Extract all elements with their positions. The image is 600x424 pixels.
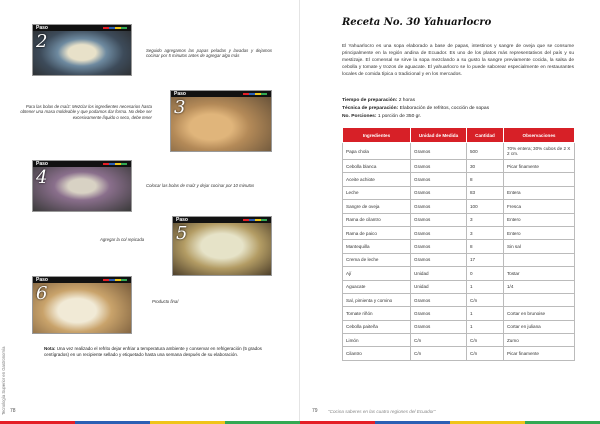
step-badge: Paso xyxy=(173,217,271,223)
ingredient-cell: Crema de leche xyxy=(343,253,411,266)
step-3-caption: Para las bolas de maíz: Mezclar los ingredientes necesarios hasta obtener una masa moldeable y que podamos dar forma. No debe ser excesivamente líquido o seco, debe tener xyxy=(20,104,152,120)
unit-cell: Gramos xyxy=(411,240,467,253)
observation-cell xyxy=(504,293,575,306)
observation-cell: Entero xyxy=(504,226,575,239)
observation-cell xyxy=(504,173,575,186)
observation-cell: Entera xyxy=(504,186,575,199)
table-row xyxy=(343,307,575,320)
observation-cell: Tostar xyxy=(504,267,575,280)
quantity-cell: 500 xyxy=(467,143,504,160)
quantity-cell: 83 xyxy=(467,186,504,199)
step-6-caption: Producto final xyxy=(152,299,179,304)
ingredient-cell: Tomate riñón xyxy=(343,307,411,320)
ingredient-cell: Aguacate xyxy=(343,280,411,293)
quantity-cell: 1 xyxy=(467,320,504,333)
recipe-description: El Yahuarlocro es una sopa elaborado a base de papas, intestinos y sangre de oveja que se consume principalmente en la región andina de Ecuador. Es uno de los platos más representativos del país y su mestizaje. El comensal se sirve la sopa mezclando a su gusto la sangre previamente cocida, la salsa de cebolla y tomate y trozos de aguacate. El yahuarlocro se lo puede saborear especialmente en restaurantes locales de comida típica o tradicional y en los mercados. xyxy=(342,44,574,77)
table-row xyxy=(343,267,575,280)
quantity-cell: C/n xyxy=(467,334,504,347)
ingredient-cell: Papa chola xyxy=(343,143,411,160)
observation-cell xyxy=(504,253,575,266)
table-row xyxy=(343,280,575,293)
table-row xyxy=(343,143,575,160)
prep-time: Tiempo de preparación: 2 horas xyxy=(342,98,416,103)
ingredient-cell: Aceite achiote xyxy=(343,173,411,186)
step-number: 5 xyxy=(176,223,188,244)
quantity-cell: 3 xyxy=(467,213,504,226)
observation-cell: Entero xyxy=(504,213,575,226)
unit-cell: Gramos xyxy=(411,293,467,306)
observation-cell: Fresca xyxy=(504,200,575,213)
table-row xyxy=(343,320,575,333)
column-header: Ingredientes xyxy=(343,128,411,143)
quantity-cell: 1 xyxy=(467,280,504,293)
right-page xyxy=(300,0,600,424)
table-row xyxy=(343,226,575,239)
table-row xyxy=(343,200,575,213)
observation-cell: 70% entera; 30% cubos de 2 X 2 cm. xyxy=(504,143,575,160)
storage-note xyxy=(44,346,276,357)
unit-cell: Gramos xyxy=(411,320,467,333)
unit-cell: Gramos xyxy=(411,253,467,266)
quantity-cell: 30 xyxy=(467,160,504,173)
ingredient-cell: Rama de cilantro xyxy=(343,213,411,226)
table-header-row xyxy=(343,128,575,143)
step-number: 4 xyxy=(36,167,48,188)
quantity-cell: C/n xyxy=(467,347,504,360)
column-header: Cantidad xyxy=(467,128,504,143)
unit-cell: Unidad xyxy=(411,280,467,293)
portions: No. Porciones: 1 porción de 350 gr. xyxy=(342,114,422,119)
unit-cell: Gramos xyxy=(411,200,467,213)
unit-cell: Gramos xyxy=(411,143,467,160)
quantity-cell: 100 xyxy=(467,200,504,213)
page-number-right: 79 xyxy=(312,408,318,414)
unit-cell: C/n xyxy=(411,334,467,347)
ingredient-cell: Cilantro xyxy=(343,347,411,360)
table-row xyxy=(343,160,575,173)
ingredient-cell: Rama de paico xyxy=(343,226,411,239)
table-row xyxy=(343,253,575,266)
ingredient-cell: Sal, pimienta y comino xyxy=(343,293,411,306)
observation-cell: Cortar en brunoise xyxy=(504,307,575,320)
book-footer-title: "Cocina saberes en las cuatro regiones del Ecuador" xyxy=(328,409,436,414)
quantity-cell: 3 xyxy=(467,226,504,239)
ingredient-cell: Ají xyxy=(343,267,411,280)
ingredient-cell: Leche xyxy=(343,186,411,199)
quantity-cell: 0 xyxy=(467,267,504,280)
step-badge: Paso xyxy=(33,161,131,167)
step-5-photo xyxy=(172,216,272,276)
step-2-photo xyxy=(32,24,132,76)
table-row xyxy=(343,334,575,347)
ingredient-cell: Limón xyxy=(343,334,411,347)
step-badge: Paso xyxy=(171,91,271,97)
quantity-cell: C/n xyxy=(467,293,504,306)
observation-cell: Picar finamente xyxy=(504,347,575,360)
table-row xyxy=(343,173,575,186)
column-header: Observaciones xyxy=(504,128,575,143)
unit-cell: Gramos xyxy=(411,173,467,186)
observation-cell: Sin sal xyxy=(504,240,575,253)
step-number: 3 xyxy=(174,97,186,118)
ingredient-cell: Cebolla paiteña xyxy=(343,320,411,333)
quantity-cell: 8 xyxy=(467,240,504,253)
side-running-title: Tecnología Superior en Gastronomía xyxy=(1,346,6,415)
table-row xyxy=(343,186,575,199)
observation-cell: Cortar en juliana xyxy=(504,320,575,333)
observation-cell: 1/4 xyxy=(504,280,575,293)
step-5-caption: Agregar la col repicada xyxy=(100,237,145,242)
ingredient-cell: Cebolla blanca xyxy=(343,160,411,173)
ingredients-table xyxy=(342,127,575,361)
column-header: Unidad de Medida xyxy=(411,128,467,143)
step-4-caption: Colocar las bolas de maíz y dejar cocinar por 10 minutos xyxy=(146,183,255,188)
table-row xyxy=(343,213,575,226)
page-number-left: 78 xyxy=(10,408,16,414)
table-row xyxy=(343,347,575,360)
ingredient-cell: Mantequilla xyxy=(343,240,411,253)
unit-cell: Unidad xyxy=(411,267,467,280)
quantity-cell: 1 xyxy=(467,307,504,320)
note-label: Nota: xyxy=(44,346,56,351)
unit-cell: Gramos xyxy=(411,160,467,173)
unit-cell: Gramos xyxy=(411,213,467,226)
quantity-cell: 17 xyxy=(467,253,504,266)
quantity-cell: 8 xyxy=(467,173,504,186)
unit-cell: Gramos xyxy=(411,186,467,199)
recipe-title: Receta No. 30 Yahuarlocro xyxy=(342,17,492,28)
unit-cell: Gramos xyxy=(411,307,467,320)
step-number: 6 xyxy=(36,283,48,304)
observation-cell: Picar finamente xyxy=(504,160,575,173)
step-3-photo xyxy=(170,90,272,152)
note-text: Una vez realizado el refrito dejar enfriar a temperatura ambiente y conservar en refrigeración (5 grados centígrados) en un recipiente sellado y etiquetado hasta una semana después de su elaboración. xyxy=(44,346,262,357)
step-number: 2 xyxy=(36,31,48,52)
step-4-photo xyxy=(32,160,132,212)
table-row xyxy=(343,293,575,306)
step-2-caption: Seguido agregamos las papas peladas y lavadas y dejamos cocinar por 5 minutos antes de agregar algo más xyxy=(146,48,272,59)
step-badge: Paso xyxy=(33,25,131,31)
step-6-photo xyxy=(32,276,132,334)
observation-cell: Zumo xyxy=(504,334,575,347)
table-row xyxy=(343,240,575,253)
prep-technique: Técnica de preparación: Elaboración de refritos, cocción de sopas xyxy=(342,106,490,111)
ingredient-cell: Sangre de oveja xyxy=(343,200,411,213)
step-badge: Paso xyxy=(33,277,131,283)
unit-cell: Gramos xyxy=(411,226,467,239)
unit-cell: C/n xyxy=(411,347,467,360)
